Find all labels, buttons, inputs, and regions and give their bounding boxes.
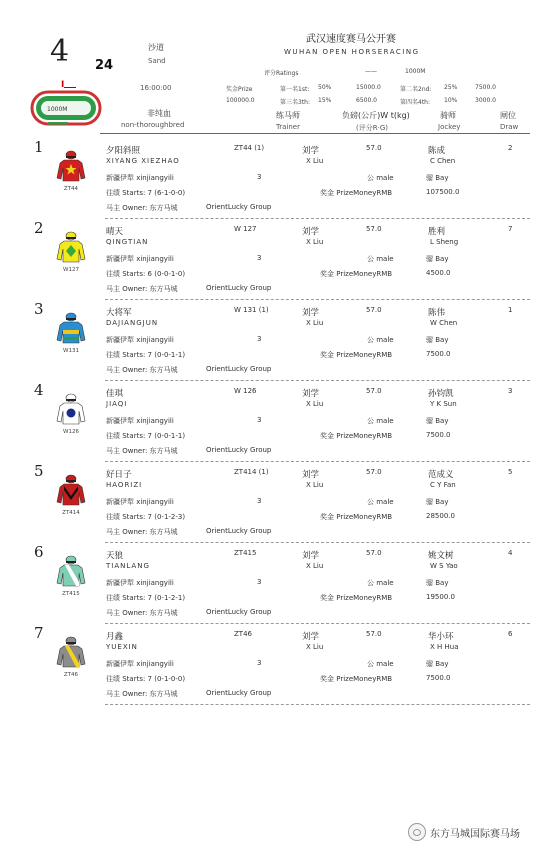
draw: 5 (508, 468, 513, 476)
horse-code: W127 (63, 267, 79, 273)
horse-color: 骝 Bay (426, 174, 449, 182)
horse-owner: 马主 Owner: 东方马城 (106, 204, 178, 212)
horse-name-cn: 夕阳斜照 (106, 146, 141, 156)
horse-id: ZT44 (1) (234, 144, 265, 152)
runner-number: 5 (34, 462, 44, 480)
class-cn: 非纯血 (147, 109, 171, 118)
trainer-en: X Liu (306, 400, 324, 408)
runner-number: 2 (34, 219, 44, 237)
silk-shape (57, 484, 85, 505)
trainer-en: X Liu (306, 157, 324, 165)
weight: 57.0 (366, 306, 382, 314)
row-divider (105, 218, 530, 219)
col-draw-en: Draw (500, 123, 519, 131)
wechat-icon (408, 823, 426, 841)
horse-origin: 新疆伊犁 xinjiangyili (106, 498, 174, 506)
horse-owner: 马主 Owner: 东方马城 (106, 690, 178, 698)
weight: 57.0 (366, 468, 382, 476)
horse-code: ZT414 (62, 510, 80, 516)
horse-sex: 公 male (367, 417, 394, 425)
header-rule (100, 133, 530, 134)
weight: 57.0 (366, 387, 382, 395)
prize-4-amount: 3000.0 (475, 97, 496, 104)
jockey-silk-icon (56, 231, 86, 263)
surface-cn: 沙道 (148, 43, 164, 52)
jockey-en: Y K Sun (430, 400, 457, 408)
horse-age: 3 (257, 254, 262, 262)
horse-color: 骝 Bay (426, 255, 449, 263)
prize-4-label: 第四名4th: (400, 99, 430, 106)
horse-name-cn: 晴天 (106, 227, 124, 237)
jockey-cn: 胜利 (428, 227, 446, 237)
trainer-en: X Liu (306, 319, 324, 327)
horse-code: W131 (63, 348, 79, 354)
row-divider (105, 704, 530, 705)
jockey-en: W S Yao (430, 562, 458, 570)
surface-en: Sand (148, 57, 166, 65)
trainer-en: X Liu (306, 643, 324, 651)
prize-label: 奖金Prize (226, 86, 253, 93)
prize-money: 7500.0 (426, 431, 451, 439)
horse-color: 骝 Bay (426, 498, 449, 506)
jockey-en: C Y Fan (430, 481, 456, 489)
prize-4-pct: 10% (444, 97, 458, 104)
runner-row (30, 383, 530, 463)
horse-name-en: QINGTIAN (106, 238, 149, 246)
draw: 2 (508, 144, 513, 152)
horse-origin: 新疆伊犁 xinjiangyili (106, 660, 174, 668)
horse-form: 往绩 Starts: 6 (0-0-1-0) (106, 270, 186, 278)
col-weight-cn: 负磅(公斤)W t(kg) (342, 111, 410, 120)
weight: 57.0 (366, 630, 382, 638)
horse-origin: 新疆伊犁 xinjiangyili (106, 255, 174, 263)
horse-owner: 马主 Owner: 东方马城 (106, 609, 178, 617)
rating-value: —— (365, 68, 377, 75)
draw: 3 (508, 387, 513, 395)
horse-sex: 公 male (367, 174, 394, 182)
jockey-en: X H Hua (430, 643, 459, 651)
horse-name-en: TIANLANG (106, 562, 150, 570)
jockey-silk-icon (56, 636, 86, 668)
horse-form: 往绩 Starts: 7 (0-0-1-1) (106, 432, 186, 440)
horse-name-cn: 月鑫 (106, 632, 124, 642)
prize-3-label: 第三名3th: (280, 99, 310, 106)
horse-name-cn: 大将军 (106, 308, 132, 318)
horse-color: 骝 Bay (426, 417, 449, 425)
runner-number: 1 (34, 138, 44, 156)
trainer-cn: 刘学 (302, 632, 320, 642)
jockey-cn: 华小环 (428, 632, 454, 642)
prize-2-amount: 7500.0 (475, 84, 496, 91)
horse-age: 3 (257, 659, 262, 667)
prize-2-label: 第二名2nd: (400, 86, 432, 93)
horse-owner: 马主 Owner: 东方马城 (106, 528, 178, 536)
row-divider (105, 299, 530, 300)
horse-owner-en: OrientLucky Group (206, 446, 272, 454)
runner-number: 7 (34, 624, 44, 642)
trainer-en: X Liu (306, 562, 324, 570)
col-jockey-cn: 骑师 (440, 111, 456, 120)
jockey-silk-icon (56, 393, 86, 425)
prize-money-label: 奖金 PrizeMoneyRMB (320, 432, 393, 440)
track-label: 1000M (47, 106, 68, 113)
race-number: 4 (50, 34, 70, 69)
race-title-en: WUHAN OPEN HORSERACING (284, 48, 420, 56)
trainer-cn: 刘学 (302, 389, 320, 399)
horse-owner-en: OrientLucky Group (206, 203, 272, 211)
horse-name-en: XIYANG XIEZHAO (106, 157, 180, 165)
start-marker: I (61, 80, 65, 90)
col-draw-cn: 闸位 (500, 111, 516, 120)
prize-money-label: 奖金 PrizeMoneyRMB (320, 594, 393, 602)
jockey-cn: 陈成 (428, 146, 446, 156)
trainer-cn: 刘学 (302, 227, 320, 237)
horse-code: ZT44 (63, 186, 79, 192)
prize-3-pct: 15% (318, 97, 332, 104)
trainer-en: X Liu (306, 238, 324, 246)
horse-owner-en: OrientLucky Group (206, 689, 272, 697)
horse-name-cn: 佳琪 (106, 389, 124, 399)
horse-sex: 公 male (367, 660, 394, 668)
race-title-cn: 武汉速度赛马公开赛 (306, 34, 396, 45)
race-time: 16:00:00 (140, 84, 172, 92)
prize-money-label: 奖金 PrizeMoneyRMB (320, 351, 393, 359)
horse-color: 骝 Bay (426, 579, 449, 587)
horse-owner-en: OrientLucky Group (206, 527, 272, 535)
horse-origin: 新疆伊犁 xinjiangyili (106, 174, 174, 182)
horse-name-en: HAORIZI (106, 481, 143, 489)
jockey-silk-icon (56, 312, 86, 344)
horse-owner-en: OrientLucky Group (206, 608, 272, 616)
col-jockey-en: Jockey (438, 123, 461, 131)
col-trainer-cn: 练马师 (276, 111, 300, 120)
horse-age: 3 (257, 335, 262, 343)
jockey-silk-icon (56, 474, 86, 506)
horse-sex: 公 male (367, 336, 394, 344)
row-divider (105, 380, 530, 381)
jockey-silk-icon (56, 555, 86, 587)
horse-owner: 马主 Owner: 东方马城 (106, 285, 178, 293)
track-diagram (30, 90, 102, 126)
horse-id: W 131 (1) (234, 306, 269, 314)
silk-shape (66, 561, 76, 563)
jockey-en: C Chen (430, 157, 456, 165)
row-divider (105, 461, 530, 462)
prize-money-label: 奖金 PrizeMoneyRMB (320, 513, 393, 521)
prize-money: 19500.0 (426, 593, 455, 601)
runner-number: 6 (34, 543, 44, 561)
horse-owner-en: OrientLucky Group (206, 365, 272, 373)
jockey-cn: 范成义 (428, 470, 454, 480)
horse-name-en: YUEXIN (106, 643, 138, 651)
horse-sex: 公 male (367, 255, 394, 263)
draw: 6 (508, 630, 513, 638)
jockey-cn: 孙钧凯 (428, 389, 454, 399)
horse-name-cn: 天狼 (106, 551, 124, 561)
horse-owner-en: OrientLucky Group (206, 284, 272, 292)
prize-money-label: 奖金 PrizeMoneyRMB (320, 270, 393, 278)
horse-age: 3 (257, 416, 262, 424)
horse-id: ZT414 (1) (234, 468, 269, 476)
prize-1-label: 第一名1st: (280, 86, 310, 93)
trainer-en: X Liu (306, 481, 324, 489)
trainer-cn: 刘学 (302, 470, 320, 480)
horse-origin: 新疆伊犁 xinjiangyili (106, 417, 174, 425)
horse-code: W126 (63, 429, 79, 435)
horse-form: 往绩 Starts: 7 (0-1-0-0) (106, 675, 186, 683)
distance: 1000M (405, 68, 426, 75)
silk-shape (63, 330, 79, 334)
col-trainer-en: Trainer (276, 123, 300, 131)
runner-row (30, 221, 530, 301)
horse-sex: 公 male (367, 579, 394, 587)
prize-money-label: 奖金 PrizeMoneyRMB (320, 675, 393, 683)
start-marker-line (64, 87, 76, 88)
silk-shape (66, 237, 76, 239)
jockey-en: W Chen (430, 319, 458, 327)
weight: 57.0 (366, 144, 382, 152)
row-divider (105, 623, 530, 624)
horse-id: ZT415 (234, 549, 257, 557)
runner-row (30, 140, 530, 220)
prize-money: 7500.0 (426, 674, 451, 682)
horse-origin: 新疆伊犁 xinjiangyili (106, 336, 174, 344)
field-size: 24 (95, 58, 114, 73)
silk-shape (66, 480, 76, 482)
trainer-cn: 刘学 (302, 308, 320, 318)
draw: 1 (508, 306, 513, 314)
silk-shape (66, 318, 76, 320)
prize-1-amount: 15000.0 (356, 84, 381, 91)
runner-number: 3 (34, 300, 44, 318)
horse-form: 往绩 Starts: 7 (6-1-0-0) (106, 189, 186, 197)
rating-label: 评分Ratings (264, 70, 299, 77)
runner-number: 4 (34, 381, 44, 399)
horse-name-cn: 好日子 (106, 470, 132, 480)
watermark (408, 823, 520, 841)
horse-color: 骝 Bay (426, 660, 449, 668)
trainer-cn: 刘学 (302, 146, 320, 156)
watermark-text: 东方马城国际赛马场 (430, 828, 520, 840)
horse-name-en: JIAQI (106, 400, 128, 408)
horse-form: 往绩 Starts: 7 (0-0-1-1) (106, 351, 186, 359)
runner-row (30, 626, 530, 706)
horse-age: 3 (257, 173, 262, 181)
horse-id: W 126 (234, 387, 257, 395)
horse-form: 往绩 Starts: 7 (0-1-2-3) (106, 513, 186, 521)
weight: 57.0 (366, 225, 382, 233)
silk-shape (66, 642, 76, 644)
horse-origin: 新疆伊犁 xinjiangyili (106, 579, 174, 587)
silk-shape (66, 156, 76, 158)
silk-shape (66, 399, 76, 401)
horse-owner: 马主 Owner: 东方马城 (106, 366, 178, 374)
horse-age: 3 (257, 578, 262, 586)
jockey-en: L Sheng (430, 238, 459, 246)
prize-2-pct: 25% (444, 84, 458, 91)
horse-age: 3 (257, 497, 262, 505)
class-en: non-thoroughbred (121, 121, 185, 129)
runner-row (30, 545, 530, 625)
prize-1-pct: 50% (318, 84, 332, 91)
col-weight-en: (评分R·G) (356, 124, 388, 132)
row-divider (105, 542, 530, 543)
jockey-cn: 陈伟 (428, 308, 446, 318)
prize-money: 7500.0 (426, 350, 451, 358)
horse-id: ZT46 (234, 630, 252, 638)
horse-color: 骝 Bay (426, 336, 449, 344)
jockey-cn: 姚文树 (428, 551, 454, 561)
horse-name-en: DAJIANGJUN (106, 319, 159, 327)
horse-sex: 公 male (367, 498, 394, 506)
prize-money: 107500.0 (426, 188, 460, 196)
runner-row (30, 302, 530, 382)
silk-shape (67, 409, 76, 418)
horse-code: ZT46 (63, 672, 79, 678)
runner-row (30, 464, 530, 544)
prize-money: 4500.0 (426, 269, 451, 277)
prize-money: 28500.0 (426, 512, 455, 520)
draw: 4 (508, 549, 513, 557)
prize-3-amount: 6500.0 (356, 97, 377, 104)
draw: 7 (508, 225, 513, 233)
prize-total: 100000.0 (226, 97, 255, 104)
silk-shape (63, 337, 79, 340)
horse-id: W 127 (234, 225, 257, 233)
weight: 57.0 (366, 549, 382, 557)
horse-form: 往绩 Starts: 7 (0-1-2-1) (106, 594, 186, 602)
prize-money-label: 奖金 PrizeMoneyRMB (320, 189, 393, 197)
horse-owner: 马主 Owner: 东方马城 (106, 447, 178, 455)
jockey-silk-icon (56, 150, 86, 182)
trainer-cn: 刘学 (302, 551, 320, 561)
horse-code: ZT415 (62, 591, 80, 597)
